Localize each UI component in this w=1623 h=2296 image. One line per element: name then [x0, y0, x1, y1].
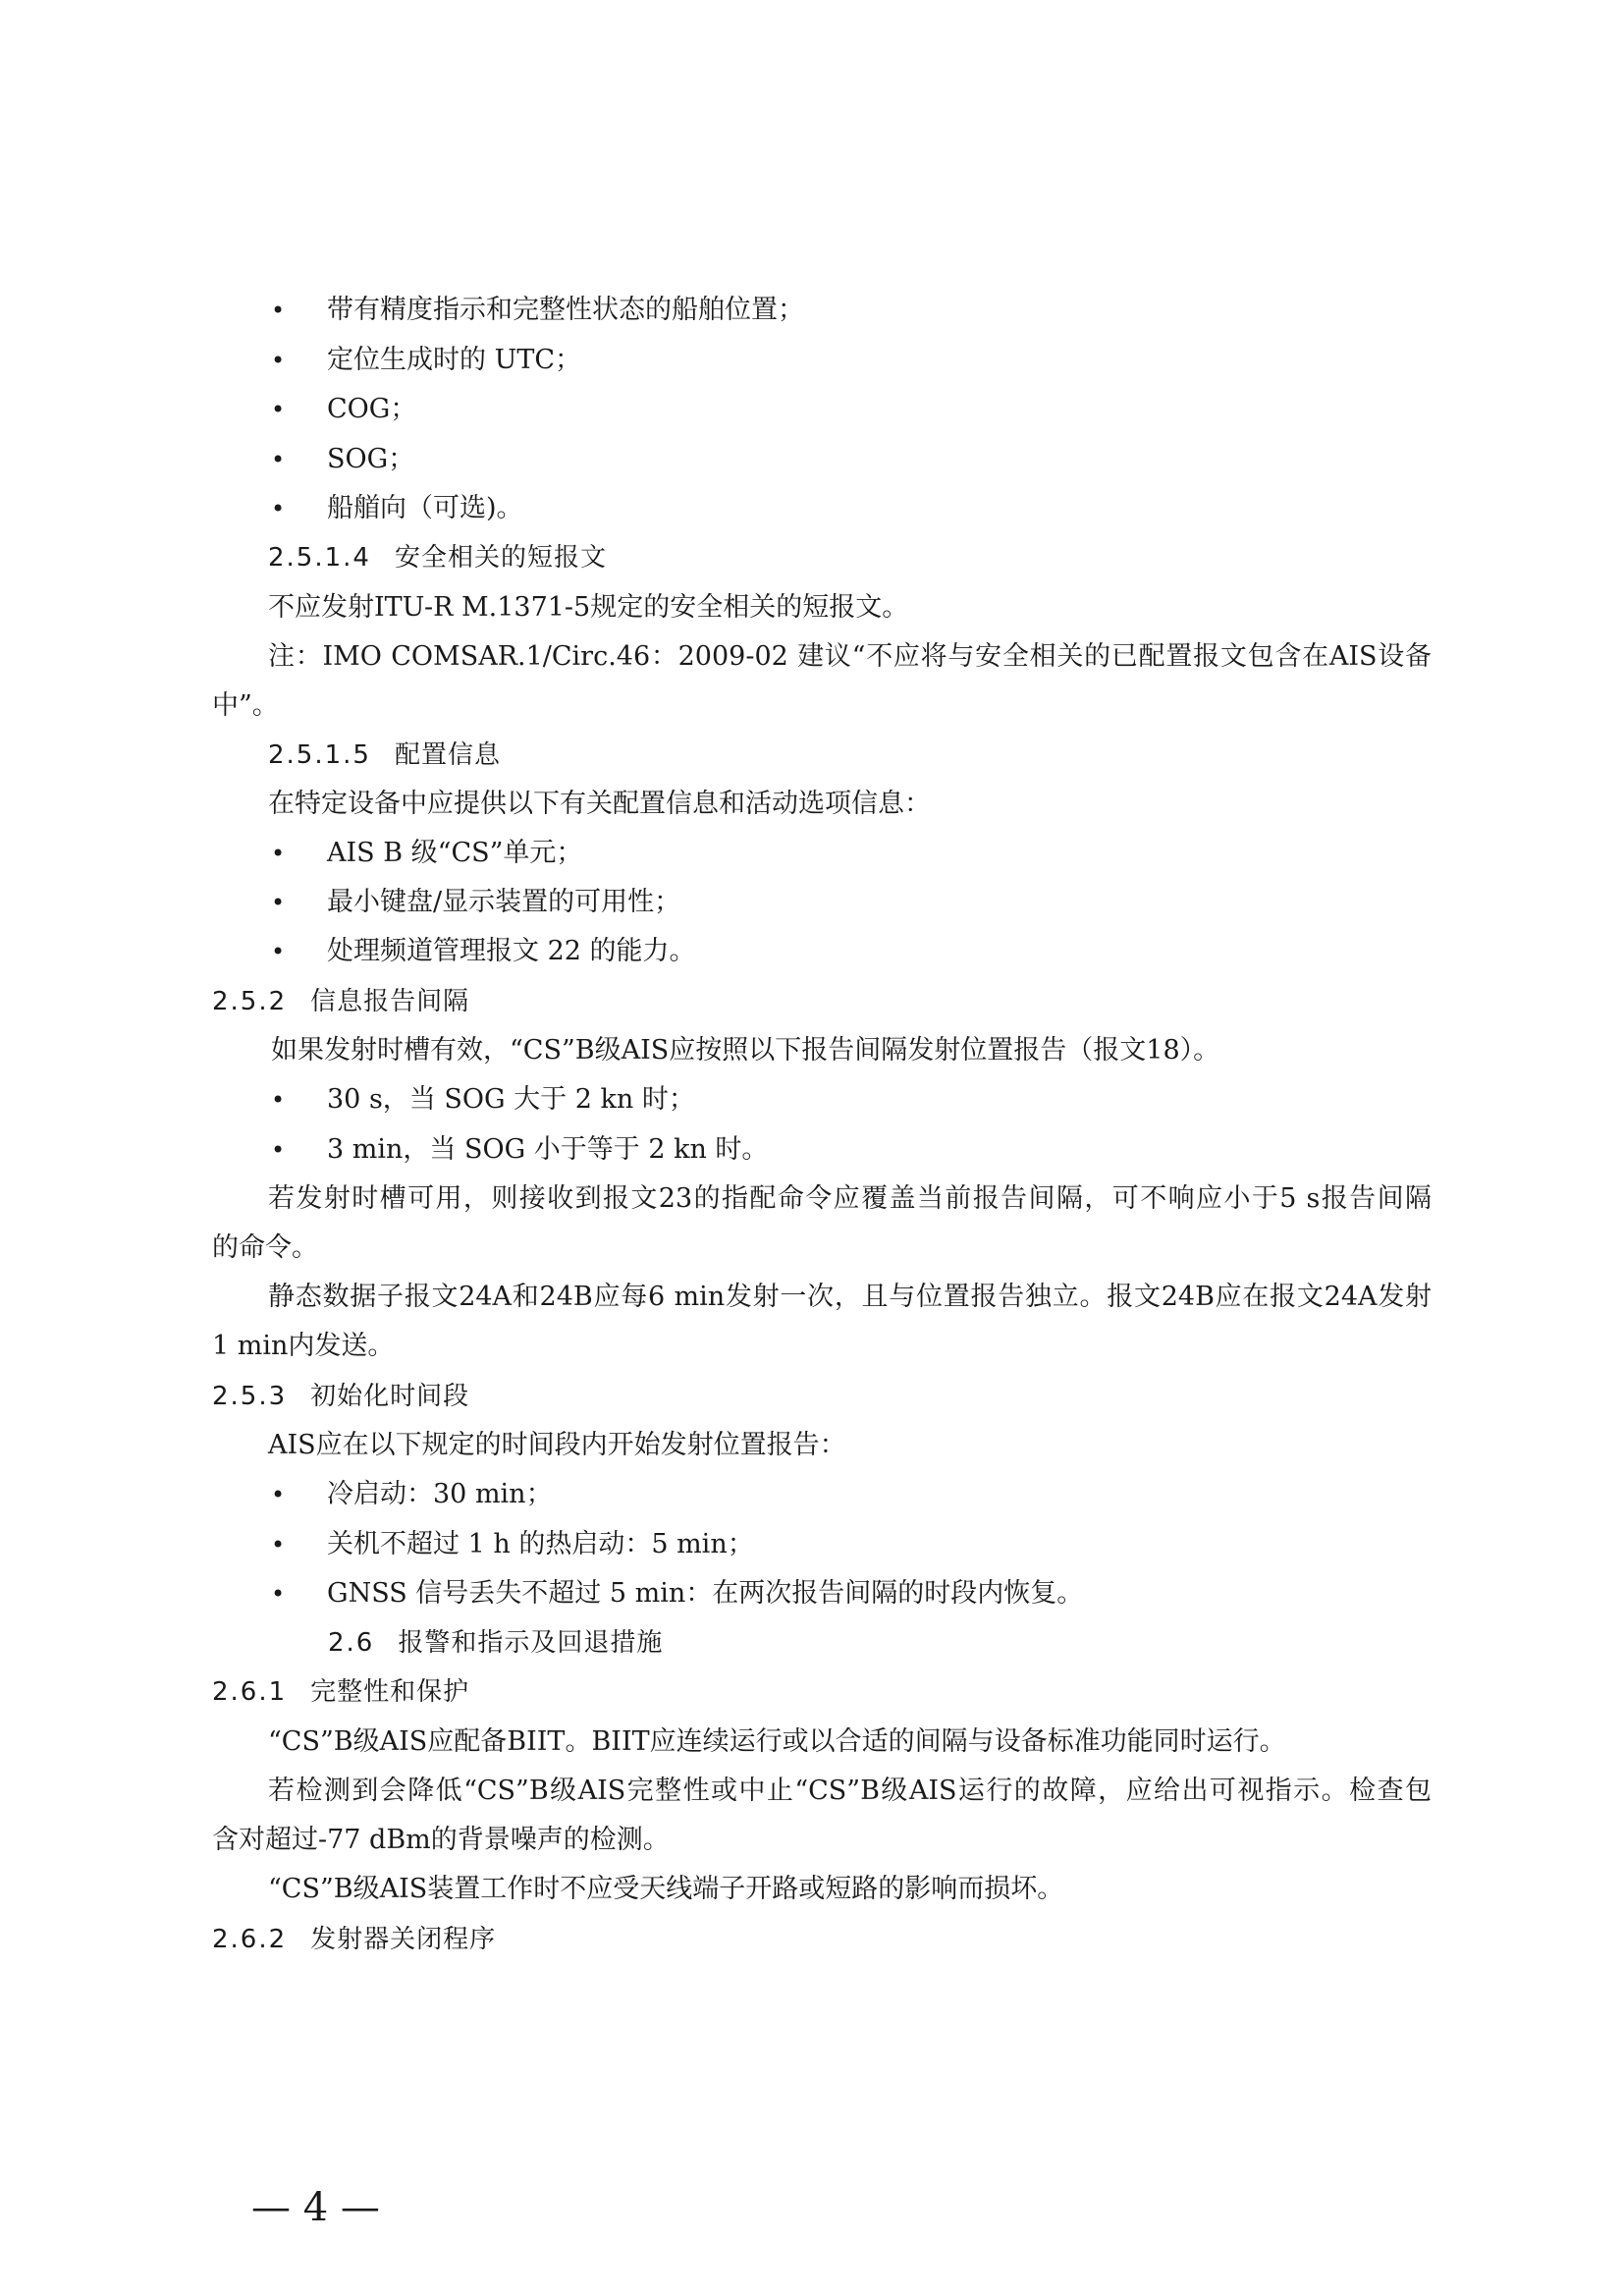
bullet-icon: •	[271, 1136, 286, 1164]
bullet-icon: •	[271, 889, 286, 916]
section-number: 2.5.3	[212, 1382, 288, 1411]
note-paragraph-continuation: 中”。	[212, 690, 279, 721]
bullet-icon: •	[271, 297, 286, 324]
section-heading-2-5-3	[212, 1379, 469, 1414]
bullet-icon: •	[271, 1580, 286, 1608]
section-title: 初始化时间段	[310, 1382, 470, 1411]
section-number: 2.5.1.5	[268, 740, 371, 770]
list-item: 冷启动：30 min；	[327, 1479, 553, 1509]
paragraph: 不应发射ITU-R M.1371-5规定的安全相关的短报文。	[268, 592, 909, 623]
paragraph: AIS应在以下规定的时间段内开始发射位置报告：	[268, 1430, 846, 1460]
section-heading-2-6	[328, 1625, 663, 1661]
paragraph: 如果发射时槽有效，“CS”B级AIS应按照以下报告间隔发射位置报告（报文18）。	[271, 1035, 1220, 1066]
section-title: 安全相关的短报文	[394, 543, 607, 573]
list-item: 3 min，当 SOG 小于等于 2 kn 时。	[327, 1134, 769, 1165]
paragraph: “CS”B级AIS应配备BIIT。BIIT应连续运行或以合适的间隔与设备标准功能同时运行。	[268, 1726, 1286, 1757]
list-item: 最小键盘/显示装置的可用性；	[327, 887, 681, 917]
list-item: 定位生成时的 UTC；	[327, 345, 582, 375]
section-number: 2.5.2	[212, 987, 288, 1016]
list-item: COG；	[327, 394, 417, 424]
list-item: 30 s，当 SOG 大于 2 kn 时；	[327, 1084, 695, 1115]
list-item: 关机不超过 1 h 的热启动：5 min；	[327, 1529, 754, 1559]
bullet-icon: •	[271, 396, 286, 423]
bullet-icon: •	[271, 840, 286, 867]
section-number: 2.6.1	[212, 1677, 288, 1707]
bullet-icon: •	[271, 495, 286, 522]
paragraph-continuation: 1 min内发送。	[212, 1331, 395, 1361]
bullet-icon: •	[271, 938, 286, 965]
section-heading-2-6-2	[212, 1922, 496, 1957]
section-title: 发射器关闭程序	[310, 1925, 497, 1954]
paragraph: 若发射时槽可用，则接收到报文23的指配命令应覆盖当前报告间隔，可不响应小于5 s报告间隔	[268, 1183, 1432, 1214]
paragraph: 静态数据子报文24A和24B应每6 min发射一次，且与位置报告独立。报文24B应在报文24A发射	[268, 1282, 1432, 1312]
paragraph: 若检测到会降低“CS”B级AIS完整性或中止“CS”B级AIS运行的故障，应给出可视指示。检查包	[268, 1776, 1432, 1806]
list-item: 带有精度指示和完整性状态的船舶位置；	[327, 295, 804, 325]
bullet-icon: •	[271, 1086, 286, 1114]
bullet-icon: •	[271, 1531, 286, 1558]
section-number: 2.5.1.4	[268, 543, 371, 573]
paragraph: 在特定设备中应提供以下有关配置信息和活动选项信息：	[268, 789, 931, 819]
section-title: 配置信息	[394, 740, 501, 770]
section-heading-2-5-1-5	[268, 738, 501, 773]
paragraph: “CS”B级AIS装置工作时不应受天线端子开路或短路的影响而损坏。	[268, 1874, 1064, 1904]
section-number: 2.6.2	[212, 1925, 288, 1954]
section-heading-2-5-2	[212, 984, 469, 1019]
section-heading-2-5-1-4	[268, 540, 607, 575]
paragraph-continuation: 的命令。	[212, 1232, 318, 1263]
bullet-icon: •	[271, 446, 286, 473]
bullet-icon: •	[271, 1481, 286, 1508]
paragraph-continuation: 含对超过-77 dBm的背景噪声的检测。	[212, 1825, 670, 1855]
list-item: AIS B 级“CS”单元；	[327, 838, 583, 868]
note-paragraph: 注：IMO COMSAR.1/Circ.46：2009-02 建议“不应将与安全相关的已配置报文包含在AIS设备	[268, 641, 1432, 672]
list-item: SOG；	[327, 444, 415, 474]
section-number: 2.6	[328, 1628, 375, 1658]
section-title: 完整性和保护	[310, 1677, 470, 1707]
section-heading-2-6-1	[212, 1674, 469, 1710]
bullet-icon: •	[271, 347, 286, 374]
section-title: 信息报告间隔	[310, 987, 470, 1016]
section-title: 报警和指示及回退措施	[398, 1628, 664, 1658]
list-item: GNSS 信号丢失不超过 5 min：在两次报告间隔的时段内恢复。	[327, 1578, 1084, 1609]
list-item: 船艏向（可选)。	[327, 493, 523, 523]
list-item: 处理频道管理报文 22 的能力。	[327, 936, 696, 966]
page-number: — 4 —	[251, 2185, 380, 2230]
